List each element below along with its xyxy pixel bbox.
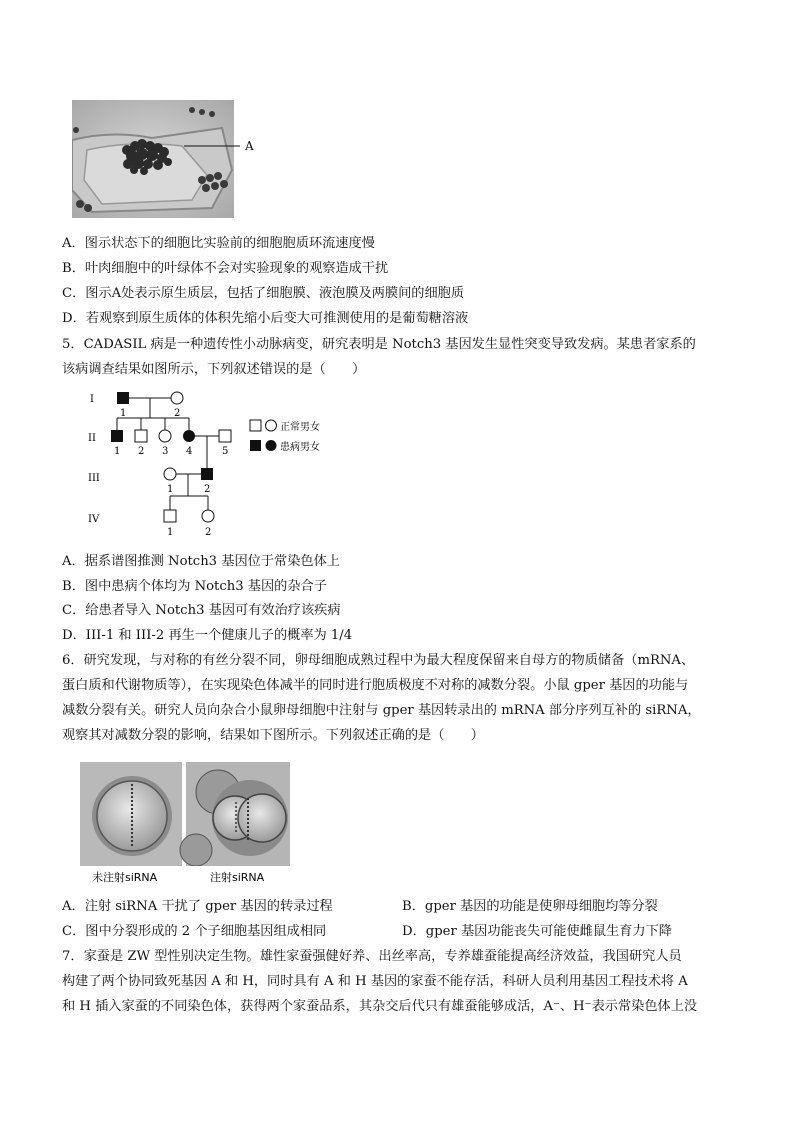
iv2-number: 2 [205, 527, 212, 538]
iii2-number: 2 [204, 484, 211, 495]
ii3-normal-female [159, 430, 171, 442]
legend-normal-label: 正常男女 [280, 422, 320, 433]
micrograph-label-a: A [245, 139, 254, 153]
q6-stem-line2: 蛋白质和代谢物质等），在实现染色体减半的同时进行胞质极度不对称的减数分裂。小鼠 gper 基因的功能与 [62, 678, 689, 693]
q5-option-d: D．III-1 和 III-2 再生一个健康儿子的概率为 1/4 [62, 628, 353, 643]
oocyte-images [80, 762, 290, 887]
gen-label-i: I [90, 394, 94, 405]
legend-normal-female-icon [266, 420, 277, 431]
q7-stem-line2: 构建了两个协同致死基因 A 和 H，同时具有 A 和 H 基因的家蚕不能存活，科研人员利用基因工程技术将 A [62, 974, 688, 989]
q4-option-b: B．叶肉细胞中的叶绿体不会对实验现象的观察造成干扰 [62, 261, 389, 276]
q5-stem-line2: 该病调查结果如图所示，下列叙述错误的是（ ） [62, 362, 366, 377]
plasmolysis-micrograph [72, 100, 268, 218]
iv2-normal-female [202, 510, 214, 522]
ii3-number: 3 [162, 446, 169, 457]
gen-label-iv: IV [88, 514, 100, 525]
q6-option-c: C．图中分裂形成的 2 个子细胞基因组成相同 [62, 924, 327, 939]
ii1-number: 1 [114, 446, 121, 457]
q6-option-a: A．注射 siRNA 干扰了 gper 基因的转录过程 [62, 899, 333, 914]
caption-injected: 注射siRNA [210, 871, 265, 884]
q7-stem-line3: 和 H 插入家蚕的不同染色体，获得两个家蚕品系，其杂交后代只有雄蚕能够成活，A⁻、H⁻表示常染色体上没 [62, 999, 698, 1014]
q4-option-c: C．图示A处表示原生质层，包括了细胞膜、液泡膜及两膜间的细胞质 [62, 286, 465, 301]
q6-stem-line4: 观察其对减数分裂的影响，结果如下图所示。下列叙述正确的是（ ） [62, 728, 484, 743]
iii1-normal-female [164, 468, 176, 480]
q6-option-d: D．gper 基因功能丧失可能使雌鼠生育力下降 [402, 924, 672, 939]
iv1-normal-male [164, 510, 176, 522]
q6-stem-line3: 减数分裂有关。研究人员向杂合小鼠卵母细胞中注射与 gper 基因转录出的 mRNA 部分序列互补的 siRNA， [62, 703, 701, 718]
legend-affected-male-icon [250, 440, 261, 451]
ii4-number: 4 [186, 446, 193, 457]
iii2-affected-male [201, 468, 213, 480]
q5-option-b: B．图中患病个体均为 Notch3 基因的杂合子 [62, 579, 327, 594]
iii1-number: 1 [167, 484, 174, 495]
q5-stem-line1: 5．CADASIL 病是一种遗传性小动脉病变，研究表明是 Notch3 基因发生显性突变导致发病。某患者家系的 [62, 337, 696, 352]
q5-option-c: C．给患者导入 Notch3 基因可有效治疗该疾病 [62, 603, 341, 618]
legend-normal-male-icon [250, 420, 261, 431]
i1-number: 1 [120, 408, 127, 419]
i2-number: 2 [174, 408, 181, 419]
ii5-normal-male [219, 430, 231, 442]
iv1-number: 1 [167, 527, 174, 538]
pedigree-chart [80, 386, 350, 541]
q4-option-d: D．若观察到原生质体的体积先缩小后变大可推测使用的是葡萄糖溶液 [62, 311, 469, 326]
ii2-number: 2 [138, 446, 145, 457]
i2-normal-female [171, 392, 183, 404]
q4-option-a: A．图示状态下的细胞比实验前的细胞胞质环流速度慢 [62, 236, 375, 251]
q6-stem-line1: 6．研究发现，与对称的有丝分裂不同，卵母细胞成熟过程中为最大程度保留来自母方的物质储备（mRNA、 [62, 653, 695, 668]
ii4-affected-female [183, 430, 195, 442]
legend-affected-female-icon [266, 440, 277, 451]
i1-affected-male [117, 392, 129, 404]
ii2-normal-male [135, 430, 147, 442]
q5-option-a: A．据系谱图推测 Notch3 基因位于常染色体上 [62, 554, 340, 569]
ii5-number: 5 [222, 446, 229, 457]
q6-option-b: B．gper 基因的功能是使卵母细胞均等分裂 [402, 899, 658, 914]
legend-affected-label: 患病男女 [280, 442, 320, 453]
caption-uninjected: 未注射siRNA [92, 871, 158, 884]
ii1-affected-male [111, 430, 123, 442]
gen-label-ii: II [88, 433, 96, 444]
q7-stem-line1: 7．家蚕是 ZW 型性别决定生物。雄性家蚕强健好养、出丝率高，专养雄蚕能提高经济效益，我国研究人员 [62, 949, 682, 964]
gen-label-iii: III [88, 473, 100, 484]
